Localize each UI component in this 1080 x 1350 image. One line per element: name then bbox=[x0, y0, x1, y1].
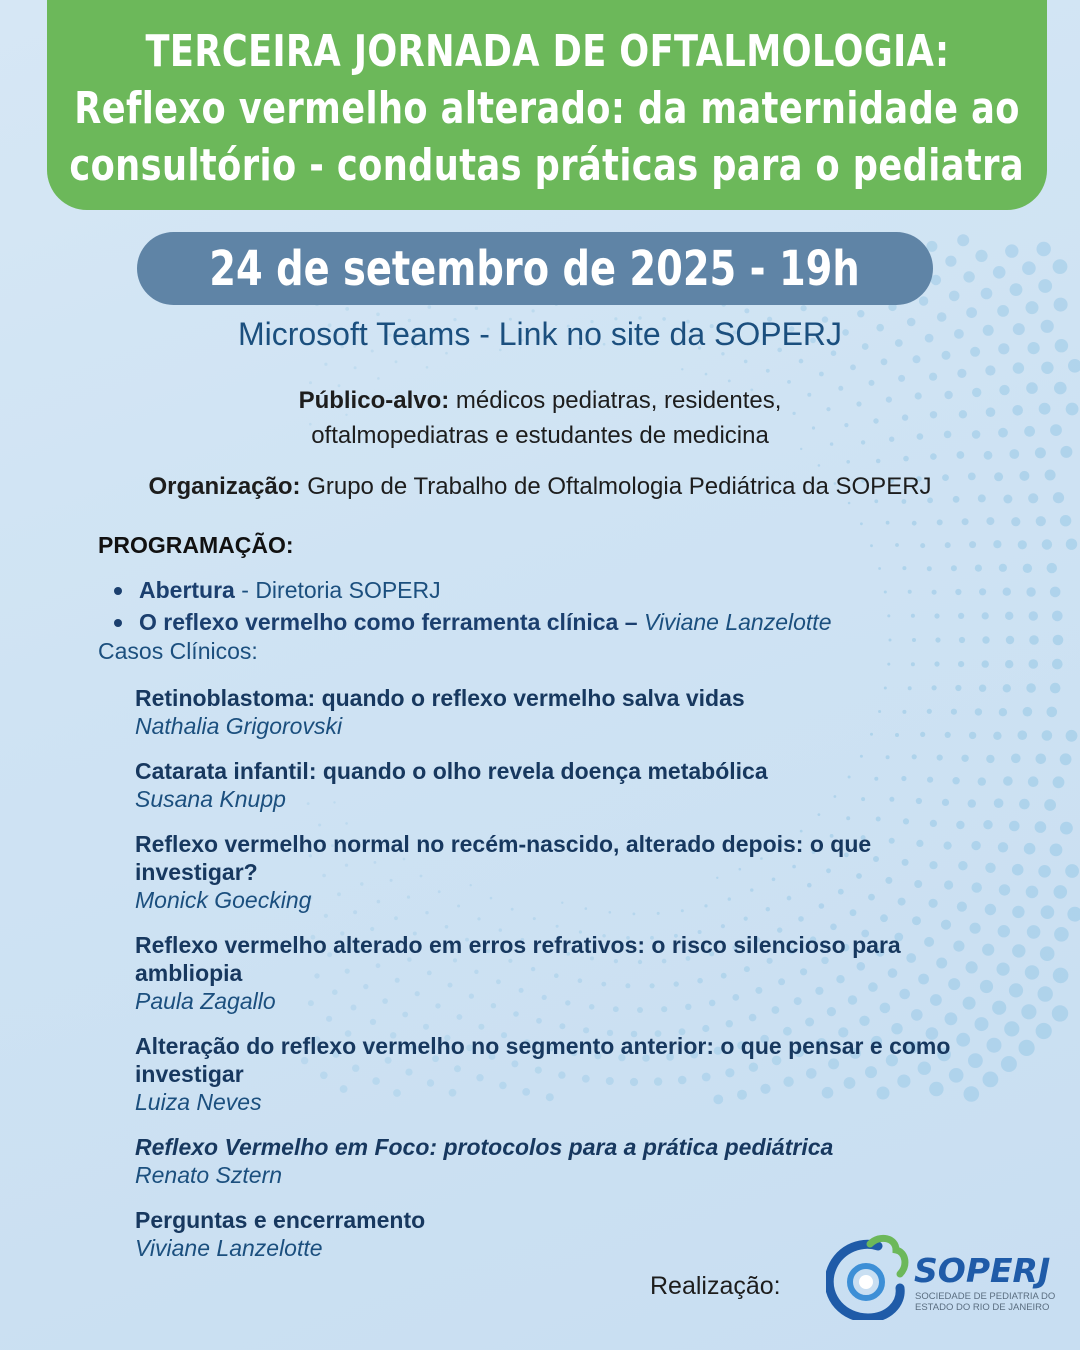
bullet-item bbox=[112, 574, 832, 606]
decorative-dot bbox=[911, 662, 915, 666]
decorative-dot bbox=[1005, 660, 1013, 668]
talk-speaker: Luiza Neves bbox=[135, 1089, 262, 1115]
decorative-dot bbox=[881, 358, 888, 365]
decorative-dot bbox=[1005, 244, 1018, 257]
decorative-dot bbox=[958, 613, 964, 619]
decorative-dot bbox=[1011, 754, 1021, 764]
decorative-dot bbox=[1037, 242, 1051, 256]
decorative-dot bbox=[999, 564, 1007, 572]
talk-item bbox=[135, 1032, 995, 1116]
decorative-dot bbox=[1027, 925, 1041, 939]
decorative-dot bbox=[979, 588, 986, 595]
decorative-dot bbox=[1047, 563, 1057, 573]
date-banner bbox=[137, 232, 933, 305]
talk-title: Retinoblastoma: quando o reflexo vermelho salva vidas bbox=[135, 685, 745, 711]
organization-label: Organização: bbox=[148, 473, 301, 500]
talk-title: Catarata infantil: quando o olho revela doença metabólica bbox=[135, 758, 768, 784]
talk-item bbox=[135, 931, 995, 1015]
decorative-dot bbox=[846, 460, 850, 464]
decorative-dot bbox=[1041, 362, 1053, 374]
decorative-dot bbox=[423, 1024, 429, 1030]
decorative-dot bbox=[889, 639, 892, 642]
decorative-dot bbox=[919, 296, 928, 305]
decorative-dot bbox=[859, 1016, 869, 1026]
decorative-dot bbox=[986, 517, 994, 525]
decorative-dot bbox=[819, 372, 824, 377]
decorative-dot bbox=[726, 1020, 733, 1027]
decorative-dot bbox=[681, 368, 683, 370]
decorative-dot bbox=[532, 309, 535, 312]
decorative-dot bbox=[975, 1017, 989, 1031]
decorative-dot bbox=[850, 364, 856, 370]
decorative-dot bbox=[886, 521, 890, 525]
decorative-dot bbox=[1042, 539, 1052, 549]
decorative-dot bbox=[884, 591, 887, 594]
decorative-dot bbox=[929, 373, 937, 381]
decorative-dot bbox=[1013, 362, 1024, 373]
decorative-dot bbox=[999, 708, 1007, 716]
decorative-dot bbox=[932, 590, 937, 595]
decorative-dot bbox=[556, 925, 559, 928]
decorative-dot bbox=[428, 305, 432, 309]
decorative-dot bbox=[1038, 986, 1053, 1001]
talk-title: Perguntas e encerramento bbox=[135, 1207, 426, 1233]
decorative-dot bbox=[818, 464, 821, 467]
decorative-dot bbox=[983, 820, 992, 829]
decorative-dot bbox=[1038, 865, 1051, 878]
decorative-dot bbox=[1067, 907, 1080, 922]
decorative-dot bbox=[902, 566, 906, 570]
decorative-dot bbox=[799, 359, 804, 364]
decorative-dot bbox=[1003, 776, 1013, 786]
decorative-dot bbox=[801, 305, 807, 311]
cases-label: Casos Clínicos: bbox=[98, 638, 258, 664]
decorative-dot bbox=[930, 453, 937, 460]
decorative-dot bbox=[969, 541, 976, 548]
decorative-dot bbox=[475, 307, 478, 310]
decorative-dot bbox=[1044, 799, 1056, 811]
decorative-dot bbox=[1053, 968, 1069, 984]
decorative-dot bbox=[898, 375, 905, 382]
decorative-dot bbox=[920, 543, 925, 548]
decorative-dot bbox=[956, 821, 964, 829]
decorative-dot bbox=[903, 818, 909, 824]
talk-title: Alteração do reflexo vermelho no segmento anterior: o que pensar e como investigar bbox=[135, 1033, 951, 1087]
decorative-dot bbox=[805, 1018, 814, 1027]
decorative-dot bbox=[887, 663, 890, 666]
bullet-title: O reflexo vermelho como ferramenta clínica – bbox=[139, 609, 638, 635]
talk-item bbox=[135, 757, 995, 813]
decorative-dot bbox=[887, 614, 890, 617]
decorative-dot bbox=[1025, 965, 1039, 979]
bullet-speaker: Viviane Lanzelotte bbox=[643, 609, 832, 635]
talk-item bbox=[135, 830, 995, 914]
decorative-dot bbox=[1006, 636, 1014, 644]
decorative-dot bbox=[1066, 539, 1077, 550]
logo-subtitle-line-1: SOCIEDADE DE PEDIATRIA DO bbox=[915, 1291, 1056, 1302]
decorative-dot bbox=[477, 917, 480, 920]
event-subtitle-line-1: Reflexo vermelho alterado: da maternidade ao bbox=[74, 83, 1020, 134]
decorative-dot bbox=[1019, 799, 1030, 810]
decorative-dot bbox=[1018, 730, 1028, 740]
decorative-dot bbox=[934, 613, 939, 618]
event-date: 24 de setembro de 2025 - 19h bbox=[209, 240, 861, 297]
decorative-dot bbox=[1026, 587, 1035, 596]
decorative-dot bbox=[1050, 683, 1061, 694]
decorative-dot bbox=[1009, 983, 1023, 997]
decorative-dot bbox=[1009, 821, 1020, 832]
decorative-dot bbox=[982, 612, 989, 619]
decorative-dot bbox=[1054, 927, 1069, 942]
audience-label: Público-alvo: bbox=[298, 387, 450, 414]
decorative-dot bbox=[1066, 730, 1078, 742]
decorative-dot bbox=[728, 380, 731, 383]
program-bullets bbox=[112, 574, 832, 638]
decorative-dot bbox=[912, 521, 917, 526]
platform-info: Microsoft Teams - Link no site da SOPERJ bbox=[237, 316, 843, 352]
decorative-dot bbox=[876, 817, 881, 822]
decorative-dot bbox=[860, 522, 863, 525]
decorative-dot bbox=[1012, 944, 1025, 957]
decorative-dot bbox=[1036, 754, 1047, 765]
bullet-separator: - bbox=[234, 577, 256, 603]
decorative-dot bbox=[533, 917, 536, 920]
decorative-dot bbox=[955, 589, 961, 595]
decorative-dot bbox=[1038, 279, 1052, 293]
decorative-dot bbox=[999, 884, 1010, 895]
decorative-dot bbox=[941, 920, 951, 930]
decorative-dot bbox=[744, 308, 749, 313]
decorative-dot bbox=[993, 540, 1001, 548]
bullet-item bbox=[112, 606, 832, 638]
decorative-dot bbox=[1024, 843, 1036, 855]
program-title: PROGRAMAÇÃO: bbox=[98, 532, 294, 558]
decorative-dot bbox=[478, 1024, 484, 1030]
decorative-dot bbox=[1052, 659, 1063, 670]
talk-title: Reflexo Vermelho em Foco: protocolos para a prática pediátrica bbox=[135, 1134, 834, 1160]
decorative-dot bbox=[937, 519, 943, 525]
decorative-dot bbox=[1029, 635, 1039, 645]
decorative-dot bbox=[1003, 588, 1011, 596]
decorative-dot bbox=[1010, 283, 1023, 296]
decorative-dot bbox=[1012, 864, 1024, 876]
decorative-dot bbox=[1068, 359, 1080, 373]
decorative-dot bbox=[1054, 298, 1068, 312]
decorative-dot bbox=[908, 590, 912, 594]
bullet-title: Abertura bbox=[139, 577, 235, 603]
audience-block bbox=[0, 383, 1080, 453]
decorative-dot bbox=[981, 288, 993, 300]
decorative-dot bbox=[930, 820, 937, 827]
decorative-dot bbox=[963, 271, 974, 282]
logo-subtitle-line-2: ESTADO DO RIO DE JANEIRO bbox=[915, 1302, 1050, 1313]
decorative-dot bbox=[994, 798, 1004, 808]
decorative-dot bbox=[1029, 611, 1038, 620]
decorative-dot bbox=[876, 459, 881, 464]
decorative-dot bbox=[880, 914, 888, 922]
decorative-dot bbox=[997, 963, 1010, 976]
decorative-dot bbox=[445, 925, 449, 929]
decorative-dot bbox=[1036, 1023, 1052, 1039]
decorative-dot bbox=[705, 373, 708, 376]
decorative-dot bbox=[798, 916, 804, 922]
talk-speaker: Viviane Lanzelotte bbox=[135, 1235, 323, 1261]
decorative-dot bbox=[1040, 946, 1055, 961]
decorative-dot bbox=[1012, 906, 1024, 918]
decorative-dot bbox=[1050, 587, 1061, 598]
decorative-dot bbox=[949, 291, 960, 302]
audience-line-2: oftalmopediatras e estudantes de medicina bbox=[311, 422, 769, 449]
decorative-dot bbox=[394, 916, 398, 920]
decorative-dot bbox=[326, 1016, 332, 1022]
decorative-dot bbox=[766, 369, 770, 373]
decorative-dot bbox=[1053, 776, 1065, 788]
decorative-dot bbox=[934, 661, 939, 666]
decorative-dot bbox=[945, 256, 956, 267]
decorative-dot bbox=[1065, 864, 1079, 878]
decorative-dot bbox=[1053, 259, 1068, 274]
decorative-dot bbox=[912, 638, 916, 642]
decorative-dot bbox=[1029, 659, 1039, 669]
event-title: TERCEIRA JORNADA DE OFTALMOLOGIA: bbox=[145, 26, 949, 77]
decorative-dot bbox=[721, 924, 725, 928]
decorative-dot bbox=[1021, 1004, 1036, 1019]
decorative-dot bbox=[426, 366, 429, 369]
decorative-dot bbox=[1047, 707, 1058, 718]
organization-text: Grupo de Trabalho de Oftalmologia Pediátrica da SOPERJ bbox=[307, 473, 932, 500]
decorative-dot bbox=[1054, 885, 1068, 899]
decorative-dot bbox=[559, 1023, 565, 1029]
decorative-dot bbox=[395, 360, 398, 363]
decorative-dot bbox=[536, 1018, 542, 1024]
decorative-dot bbox=[998, 842, 1008, 852]
decorative-dot bbox=[959, 637, 965, 643]
decorative-dot bbox=[324, 914, 328, 918]
decorative-dot bbox=[818, 813, 821, 816]
talk-speaker: Renato Sztern bbox=[135, 1162, 283, 1188]
decorative-dot bbox=[1003, 684, 1011, 692]
decorative-dot bbox=[982, 636, 989, 643]
decorative-dot bbox=[1042, 730, 1053, 741]
talk-speaker: Paula Zagallo bbox=[135, 988, 276, 1014]
decorative-dot bbox=[1060, 822, 1073, 835]
decorative-dot bbox=[903, 456, 909, 462]
talk-speaker: Susana Knupp bbox=[135, 786, 286, 812]
talk-title: Reflexo vermelho alterado em erros refrativos: o risco silencioso para ambliopia bbox=[135, 932, 901, 986]
decorative-dot bbox=[870, 544, 873, 547]
talk-title: Reflexo vermelho normal no recém-nascido, alterado depois: o que investigar? bbox=[135, 831, 872, 885]
decorative-dot bbox=[1018, 540, 1027, 549]
decorative-dot bbox=[878, 567, 881, 570]
decorative-dot bbox=[912, 916, 921, 925]
decorative-dot bbox=[935, 637, 940, 642]
decorative-dot bbox=[1019, 1040, 1035, 1056]
decorative-dot bbox=[1011, 517, 1020, 526]
decorative-dot bbox=[957, 369, 966, 378]
decorative-dot bbox=[1060, 753, 1072, 765]
decorative-dot bbox=[1036, 516, 1046, 526]
decorative-dot bbox=[962, 518, 969, 525]
audience-line-1: médicos pediatras, residentes, bbox=[455, 387, 782, 414]
decorative-dot bbox=[744, 917, 748, 921]
decorative-dot bbox=[370, 1019, 376, 1025]
decorative-dot bbox=[911, 614, 915, 618]
talk-speaker: Nathalia Grigorovski bbox=[135, 713, 343, 739]
decorative-dot bbox=[982, 660, 989, 667]
decorative-dot bbox=[927, 566, 932, 571]
decorative-dot bbox=[1052, 611, 1063, 622]
decorative-dot bbox=[993, 266, 1006, 279]
decorative-dot bbox=[1026, 886, 1039, 899]
decorative-dot bbox=[913, 355, 921, 363]
decorative-dot bbox=[345, 822, 348, 825]
decorative-dot bbox=[1028, 776, 1039, 787]
soperj-logo bbox=[826, 1234, 1056, 1320]
bullet-speaker: Diretoria SOPERJ bbox=[255, 577, 441, 603]
organization-block bbox=[0, 469, 1080, 504]
talk-speaker: Monick Goecking bbox=[135, 887, 312, 913]
decorative-dot bbox=[951, 565, 957, 571]
decorative-dot bbox=[1001, 1056, 1017, 1072]
talk-item bbox=[135, 1133, 995, 1189]
decorative-dot bbox=[744, 360, 748, 364]
decorative-dot bbox=[318, 824, 321, 827]
decorative-dot bbox=[345, 307, 349, 311]
decorative-dot bbox=[1041, 905, 1055, 919]
decorative-dot bbox=[846, 816, 850, 820]
decorative-dot bbox=[957, 234, 969, 246]
logo-wordmark: SOPERJ bbox=[914, 1251, 1051, 1290]
talk-item bbox=[135, 684, 995, 740]
decorative-dot bbox=[1050, 844, 1063, 857]
decorative-dot bbox=[985, 365, 995, 375]
decorative-dot bbox=[1035, 821, 1047, 833]
decorative-dot bbox=[895, 543, 899, 547]
title-banner bbox=[47, 0, 1047, 210]
decorative-dot bbox=[1060, 515, 1071, 526]
decorative-dot bbox=[1004, 1021, 1019, 1036]
logo-inner-dot bbox=[859, 1275, 873, 1289]
decorative-dot bbox=[1053, 635, 1064, 646]
decorative-dot bbox=[945, 542, 951, 548]
decorative-dot bbox=[975, 250, 987, 262]
decorative-dot bbox=[324, 363, 327, 366]
decorative-dot bbox=[1005, 612, 1013, 620]
realizacao-label: Realização: bbox=[650, 1272, 781, 1300]
decorative-dot bbox=[931, 275, 941, 285]
decorative-dot bbox=[1026, 683, 1036, 693]
decorative-dot bbox=[830, 924, 837, 931]
decorative-dot bbox=[354, 366, 357, 369]
decorative-dot bbox=[1023, 707, 1033, 717]
decorative-dot bbox=[1022, 261, 1036, 275]
decorative-dot bbox=[975, 565, 982, 572]
decorative-dot bbox=[377, 377, 380, 380]
decorative-dot bbox=[998, 925, 1010, 937]
decorative-dot bbox=[1023, 564, 1032, 573]
decorative-dot bbox=[958, 661, 964, 667]
decorative-dot bbox=[1052, 1005, 1068, 1021]
event-subtitle-line-2: consultório - condutas práticas para o pediatra bbox=[69, 140, 1025, 191]
decorative-dot bbox=[1026, 301, 1039, 314]
